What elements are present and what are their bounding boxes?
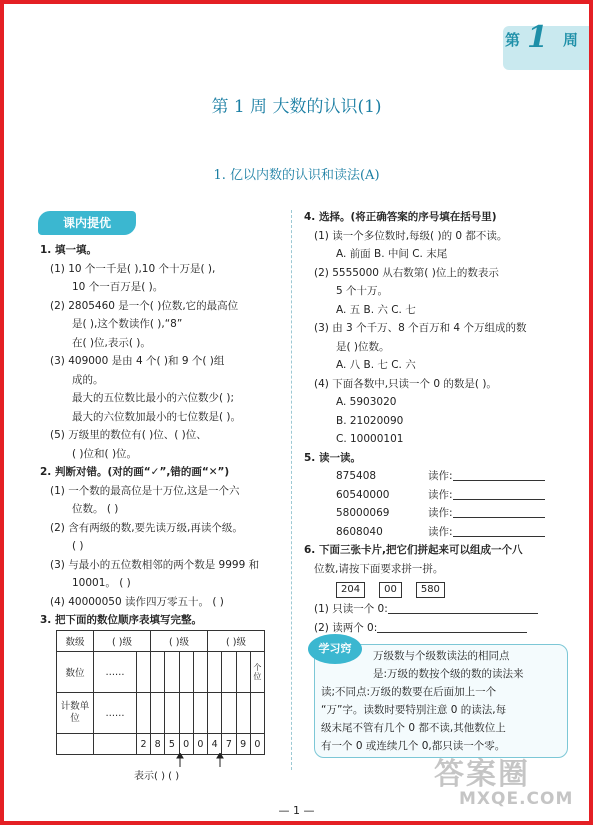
question-line: (2) 5555000 从右数第( )位上的数表示 [314, 266, 499, 279]
question-line: (3) 与最小的五位数相邻的两个数是 9999 和 [50, 558, 260, 571]
number-card: 204 [336, 582, 365, 598]
table-row [57, 631, 265, 652]
page-title: 第 1 周 大数的认识(1) [211, 97, 382, 117]
place-value-table [56, 630, 265, 755]
question-line: ( ) [72, 540, 84, 552]
answer-line[interactable] [453, 505, 545, 518]
question-line: (1) 读一个多位数时,每级( )的 0 都不读。 [314, 229, 508, 242]
choice-option: C. 10000101 [336, 433, 404, 445]
section-badge: 课内提优 [38, 211, 136, 235]
read-label: 读作: [428, 488, 453, 501]
question-2-title: 2. 判断对错。(对的画“✓”,错的画“✕”) [40, 466, 230, 478]
read-number: 875408 [336, 470, 377, 482]
watermark-url: MXQE.COM [459, 789, 574, 809]
question-line: 最大的六位数加最小的七位数是( )。 [72, 410, 242, 423]
question-line: (2) 2805460 是一个( )位数,它的最高位 [50, 299, 239, 312]
question-line: 是( )位数。 [336, 340, 390, 353]
table-cell [222, 652, 236, 693]
question-6-title: 6. 下面三张卡片,把它们拼起来可以组成一个八 [304, 544, 523, 556]
table-cell [137, 693, 151, 734]
table-cell [151, 693, 165, 734]
answer-line[interactable] [377, 620, 527, 633]
table-cell [193, 652, 207, 693]
choice-options: A. 前面 B. 中间 C. 末尾 [336, 248, 448, 260]
table-cell [179, 652, 193, 693]
table-cell [94, 734, 137, 755]
question-label: (1) 只读一个 0: [314, 603, 388, 615]
question-line: (1) 10 个一千是( ),10 个十万是( ), [50, 262, 216, 275]
section-title: 1. 亿以内数的认识和读法(A) [213, 168, 380, 183]
table-cell [137, 652, 151, 693]
table-cell [165, 693, 179, 734]
number-cards [304, 578, 574, 600]
digit-cell: 5 [165, 734, 179, 755]
question-line: (4) 下面各数中,只读一个 0 的数是( )。 [314, 377, 497, 390]
tip-line: 级末尾不管有几个 0 都不读,其他数位上 [321, 722, 506, 734]
arrow-icons [172, 753, 252, 767]
answer-line[interactable] [453, 487, 545, 500]
read-label: 读作: [428, 470, 453, 482]
read-label: 读作: [428, 525, 453, 538]
digit-cell: 9 [236, 734, 250, 755]
read-item [304, 467, 574, 486]
table-row [57, 693, 265, 734]
question-line: (3) 409000 是由 4 个( )和 9 个( )组 [50, 355, 225, 367]
choice-options: A. 八 B. 七 C. 六 [336, 359, 416, 371]
question-line: (2) 含有两级的数,要先读万级,再读个级。 [50, 521, 243, 534]
answer-line[interactable] [388, 601, 538, 614]
week-tab-number: 1 [527, 20, 548, 55]
question-line: 10001。 ( ) [72, 577, 131, 589]
read-number: 58000069 [336, 507, 390, 519]
choice-option: B. 21020090 [336, 414, 404, 427]
digit-cell: 8 [151, 734, 165, 755]
table-cell [236, 693, 250, 734]
tip-line: 万级数与个级数读法的相同点 [373, 650, 510, 662]
question-4-title: 4. 选择。(将正确答案的序号填在括号里) [304, 211, 497, 223]
table-cell: ( )级 [94, 631, 151, 652]
table-row [57, 734, 265, 755]
table-cell [250, 693, 264, 734]
table-cell [222, 693, 236, 734]
question-line: 成的。 [72, 373, 104, 386]
question-line: 5 个十万。 [336, 285, 389, 297]
week-tab-prefix: 第 [505, 31, 521, 49]
right-column [304, 208, 574, 637]
digit-cell: 0 [193, 734, 207, 755]
page-number: — 1 — [278, 804, 315, 817]
table-cell: 数位 [57, 652, 94, 693]
answer-line[interactable] [453, 524, 545, 537]
table-cell [208, 693, 222, 734]
table-cell: …… [94, 652, 137, 693]
digit-cell: 4 [208, 734, 222, 755]
up-arrow-icon [217, 753, 223, 767]
question-line: (3) 由 3 个千万、8 个百万和 4 个万组成的数 [314, 322, 527, 334]
digit-cell: 0 [250, 734, 264, 755]
table-cell [151, 652, 165, 693]
choice-option: A. 5903020 [336, 396, 397, 408]
left-column [40, 241, 280, 630]
table-represents-label: 表示( ) ( ) [134, 771, 180, 782]
question-line: 位数。 ( ) [72, 503, 119, 515]
table-cell: ( )级 [208, 631, 265, 652]
read-number: 60540000 [336, 488, 390, 501]
read-number: 8608040 [336, 525, 383, 538]
read-item [304, 523, 574, 542]
table-cell: 个位 [250, 652, 264, 693]
worksheet-page [4, 4, 589, 821]
question-3-title: 3. 把下面的数位顺序表填写完整。 [40, 614, 202, 626]
answer-line[interactable] [453, 468, 545, 481]
question-line: (1) 一个数的最高位是十万位,这是一个六 [50, 484, 240, 497]
question-label: (2) 读两个 0: [314, 621, 378, 634]
question-1-title: 1. 填一填。 [40, 244, 97, 256]
question-line: 最大的五位数比最小的六位数少( ); [72, 392, 235, 404]
watermark-logo: 答案圈 [434, 757, 530, 792]
number-card: 580 [416, 582, 445, 598]
week-tab [503, 20, 589, 70]
tip-badge: 学习窍 [308, 634, 362, 664]
table-cell: 数级 [57, 631, 94, 652]
question-line: ( )位和( )位。 [72, 447, 138, 460]
column-divider [291, 210, 292, 770]
question-line: 在( )位,表示( )。 [72, 336, 151, 349]
number-card: 00 [379, 582, 402, 598]
question-line: (4) 40000050 读作四万零五十。 ( ) [50, 595, 224, 608]
table-cell [165, 652, 179, 693]
read-item [304, 486, 574, 505]
question-line: 位数,请按下面要求拼一拼。 [314, 562, 444, 575]
choice-options: A. 五 B. 六 C. 七 [336, 303, 416, 316]
digit-cell: 2 [137, 734, 151, 755]
tip-line: 是:万级的数按个级的数的读法来 [373, 668, 524, 680]
table-cell: …… [94, 693, 137, 734]
digit-cell: 0 [179, 734, 193, 755]
question-5-title: 5. 读一读。 [304, 451, 361, 464]
up-arrow-icon [177, 753, 183, 767]
tip-line: 读;不同点:万级的数要在后面加上一个 [321, 686, 497, 698]
table-cell [236, 652, 250, 693]
tip-line: “万”字。读数时要特别注意 0 的读法,每 [321, 704, 507, 716]
read-item [304, 504, 574, 523]
question-line: (5) 万级里的数位有( )位、( )位、 [50, 429, 207, 441]
digit-cell: 7 [222, 734, 236, 755]
tip-box [314, 644, 568, 758]
question-line: 是( ),这个数读作( ),“8” [72, 318, 183, 330]
table-cell [193, 693, 207, 734]
table-row [57, 652, 265, 693]
table-cell [179, 693, 193, 734]
table-cell: ( )级 [151, 631, 208, 652]
table-cell: 计数单位 [57, 693, 94, 734]
table-cell [208, 652, 222, 693]
question-line: 10 个一百万是( )。 [72, 281, 164, 293]
week-tab-suffix: 周 [563, 31, 579, 49]
table-cell [57, 734, 94, 755]
read-label: 读作: [428, 507, 453, 519]
tip-line: 有一个 0 或连续几个 0,都只读一个零。 [321, 740, 506, 752]
question-line [304, 600, 574, 619]
